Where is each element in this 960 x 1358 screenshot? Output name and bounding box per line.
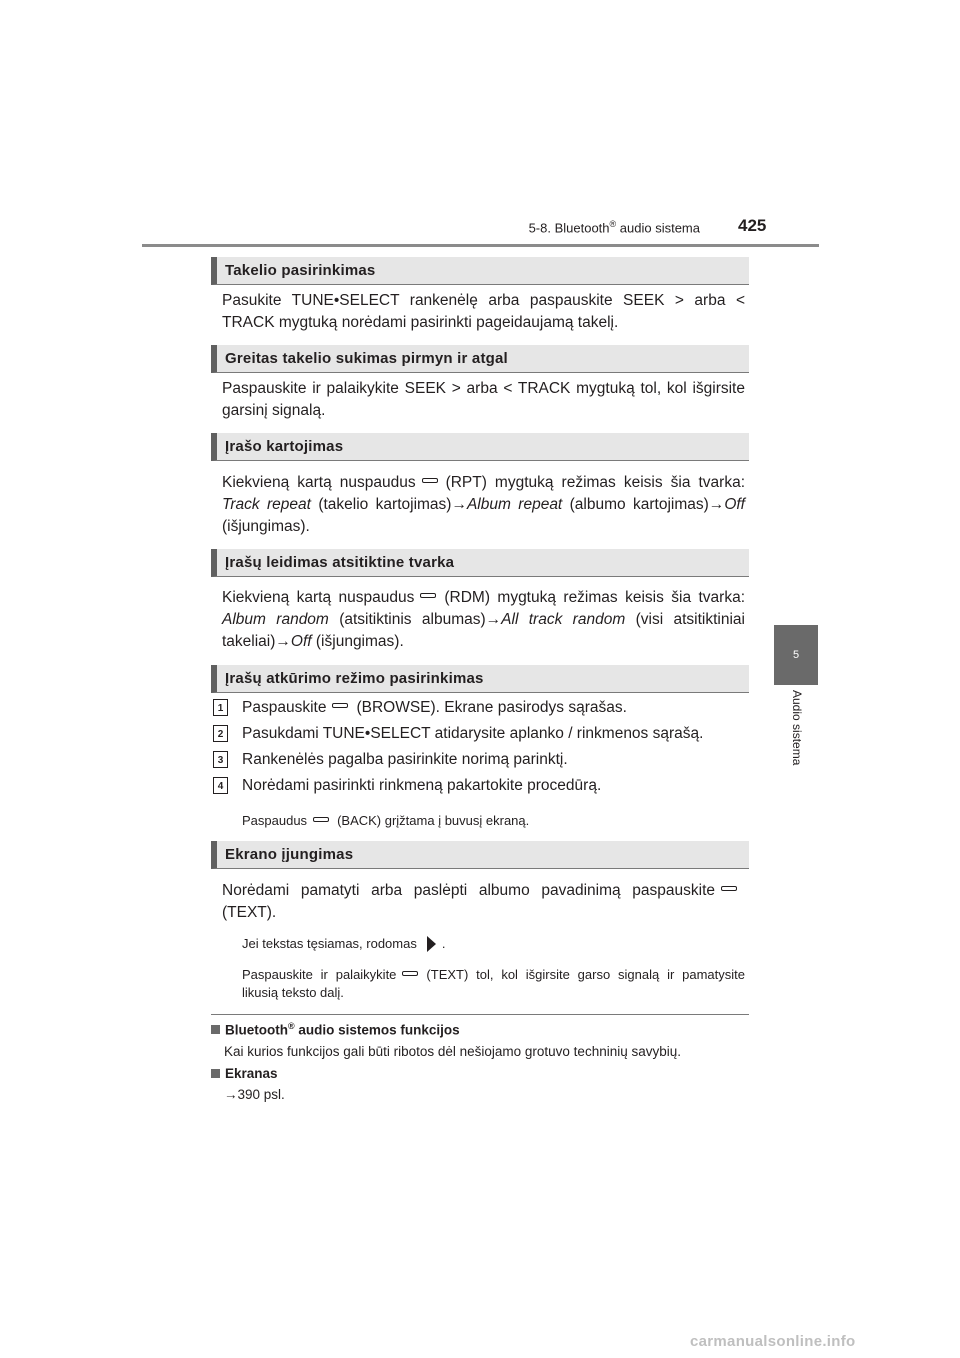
button-icon	[422, 478, 438, 483]
step-number: 2	[213, 725, 228, 742]
header-divider	[142, 244, 819, 247]
chapter-label: Audio sistema	[790, 690, 804, 766]
section-title-random: Įrašų leidimas atsitiktine tvarka	[211, 549, 749, 577]
footer-watermark: carmanualsonline.info	[690, 1333, 856, 1350]
square-bullet-icon	[211, 1025, 220, 1034]
step-number: 1	[213, 699, 228, 716]
section-title-repeat: Įrašo kartojimas	[211, 433, 749, 461]
step-text: Norėdami pasirinkti rinkmeną pakartokite procedūrą.	[242, 777, 602, 794]
display-note-hold: Paspauskite ir palaikykite (TEXT) tol, kol išgirsite garso signalą ir pamatysite likusią teksto dalį.	[242, 967, 745, 1000]
section-title-track-select: Takelio pasirinkimas	[211, 257, 749, 285]
page-number: 425	[738, 216, 767, 235]
note-text-bluetooth: Kai kurios funkcijos gali būti ribotos dėl nešiojamo grotuvo techninių savybių.	[224, 1044, 681, 1059]
section-title-fast-forward: Greitas takelio sukimas pirmyn ir atgal	[211, 345, 749, 373]
button-icon	[313, 817, 329, 822]
step-number: 4	[213, 777, 228, 794]
note-text-display: →390 psl.	[224, 1087, 285, 1102]
section-title-display: Ekrano įjungimas	[211, 841, 749, 869]
button-icon	[420, 593, 436, 598]
random-text: Kiekvieną kartą nuspaudus (RDM) mygtuką režimas keisis šia tvarka: Album random (atsitiktinis albumas)→All track random (visi atsitiktiniai takeliai)→Off (išjungimas).	[222, 589, 746, 650]
step-text: Pasukdami TUNE•SELECT atidarysite aplanko / rinkmenos sąrašą.	[242, 725, 704, 742]
button-icon	[332, 703, 348, 708]
square-bullet-icon	[211, 1069, 220, 1078]
note-title-bluetooth: Bluetooth® audio sistemos funkcijos	[211, 1021, 460, 1038]
section-header: 5-8. Bluetooth® audio sistema	[528, 219, 700, 236]
arrow-right-icon	[427, 936, 436, 952]
note-title-display: Ekranas	[211, 1066, 278, 1081]
button-icon	[721, 886, 737, 891]
section-title-play-mode: Įrašų atkūrimo režimo pasirinkimas	[211, 665, 749, 693]
chapter-tab: 5	[774, 625, 818, 685]
fast-forward-text: Paspauskite ir palaikykite SEEK > arba < TRACK mygtuką tol, kol išgirsite garsinį signalą.	[222, 380, 745, 419]
step-item	[213, 697, 753, 719]
step-item	[213, 749, 753, 771]
step-number: 3	[213, 751, 228, 768]
step-text: Rankenėlės pagalba pasirinkite norimą parinktį.	[242, 751, 568, 768]
notes-divider	[211, 1014, 749, 1015]
step-text: Paspauskite (BROWSE). Ekrane pasirodys sąrašas.	[242, 699, 627, 716]
step-item	[213, 723, 753, 745]
button-icon	[402, 971, 418, 976]
repeat-text: Kiekvieną kartą nuspaudus (RPT) mygtuką režimas keisis šia tvarka: Track repeat (takelio kartojimas)→Album repeat (albumo kartojimas)→Off (išjungimas).	[222, 474, 745, 535]
back-note: Paspaudus (BACK) grįžtama į buvusį ekraną.	[242, 813, 530, 828]
track-select-text: Pasukite TUNE•SELECT rankenėlę arba paspauskite SEEK > arba < TRACK mygtuką norėdami pasirinkti pageidaujamą takelį.	[222, 292, 745, 331]
display-text: Norėdami pamatyti arba paslėpti albumo pavadinimą paspauskite (TEXT).	[222, 880, 745, 924]
step-item	[213, 775, 753, 797]
display-note-continue: Jei tekstas tęsiamas, rodomas .	[242, 936, 446, 951]
